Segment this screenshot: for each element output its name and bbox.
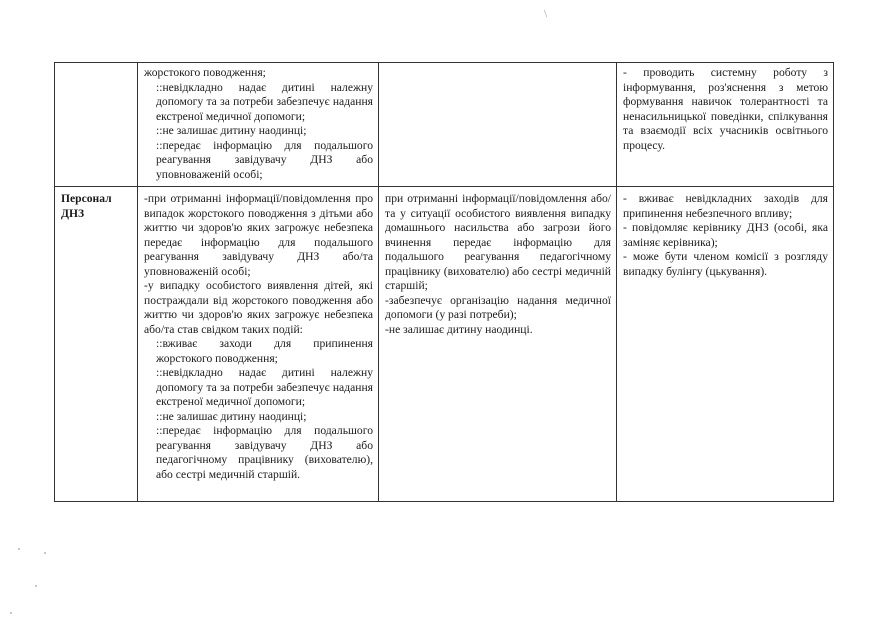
actions-cell xyxy=(138,63,379,187)
scan-speck xyxy=(44,552,46,554)
text-line: -не залишає дитину наодинці. xyxy=(385,322,533,336)
table-row xyxy=(55,187,834,502)
text-line: - вживає невідкладних заходів для припинення небезпечного впливу; xyxy=(623,192,828,220)
text-line: ::передає інформацію для подальшого реагування завідувачу ДНЗ або уповноваженій особі; xyxy=(156,138,373,181)
text-line: -у випадку особистого виявлення дітей, які постраждали від жорстокого поводження або життю чи здоров'ю яких загрожує небезпека або/та став свідком таких подій: xyxy=(144,279,373,336)
bullying-cell xyxy=(617,63,834,187)
role-cell xyxy=(55,63,138,187)
text-line: - повідомляє керівнику ДНЗ (особі, яка заміняє керівника); xyxy=(623,221,828,249)
scan-speck xyxy=(18,548,20,550)
text-line: - проводить системну роботу з інформування, роз'яснення з метою формування навичок толерантності та ненасильницької поведінки, спілкування та взаємодії всіх учасників освітнього процесу. xyxy=(623,66,828,152)
protocol-table xyxy=(54,62,834,502)
domestic-violence-cell xyxy=(379,63,617,187)
scan-mark: \ xyxy=(544,8,548,20)
domestic-violence-cell xyxy=(379,187,617,502)
scan-speck xyxy=(10,612,12,614)
scan-speck xyxy=(35,585,37,587)
role-label: Персонал ДНЗ xyxy=(61,192,112,220)
text-line: ::невідкладно надає дитині належну допомогу та за потреби забезпечує надання екстреної медичної допомоги; xyxy=(156,80,373,123)
text-line: ::не залишає дитину наодинці; xyxy=(156,124,307,137)
text-line: жорстокого поводження; xyxy=(144,66,266,79)
text-line: ::вживає заходи для припинення жорстокого поводження; xyxy=(156,337,373,365)
role-cell xyxy=(55,187,138,502)
text-line: при отриманні інформації/повідомлення або/та у ситуації особистого виявлення випадку домашнього насильства або загрози його вчинення передає інформацію для подальшого реагування педагогічному працівнику (вихователю) або сестрі медичній старшій; xyxy=(385,192,611,292)
bullying-cell xyxy=(617,187,834,502)
actions-cell xyxy=(138,187,379,502)
table-row xyxy=(55,63,834,187)
text-line: ::невідкладно надає дитині належну допомогу та за потреби забезпечує надання екстреної медичної допомоги; xyxy=(156,366,373,408)
text-line: - може бути членом комісії з розгляду випадку булінгу (цькування). xyxy=(623,250,828,278)
text-line: -при отриманні інформації/повідомлення про випадок жорстокого поводження з дітьми або життю чи здоров'ю яких загрожує небезпека передає інформацію для подальшого реагування завідувачу ДНЗ або/та уповноваженій особі; xyxy=(144,192,373,278)
text-line: -забезпечує організацію надання медичної допомоги (у разі потреби); xyxy=(385,293,611,321)
text-line: ::передає інформацію для подальшого реагування завідувачу ДНЗ або педагогічному працівнику (вихователю), або сестрі медичній старшій. xyxy=(156,424,373,481)
text-line: ::не залишає дитину наодинці; xyxy=(156,409,307,423)
